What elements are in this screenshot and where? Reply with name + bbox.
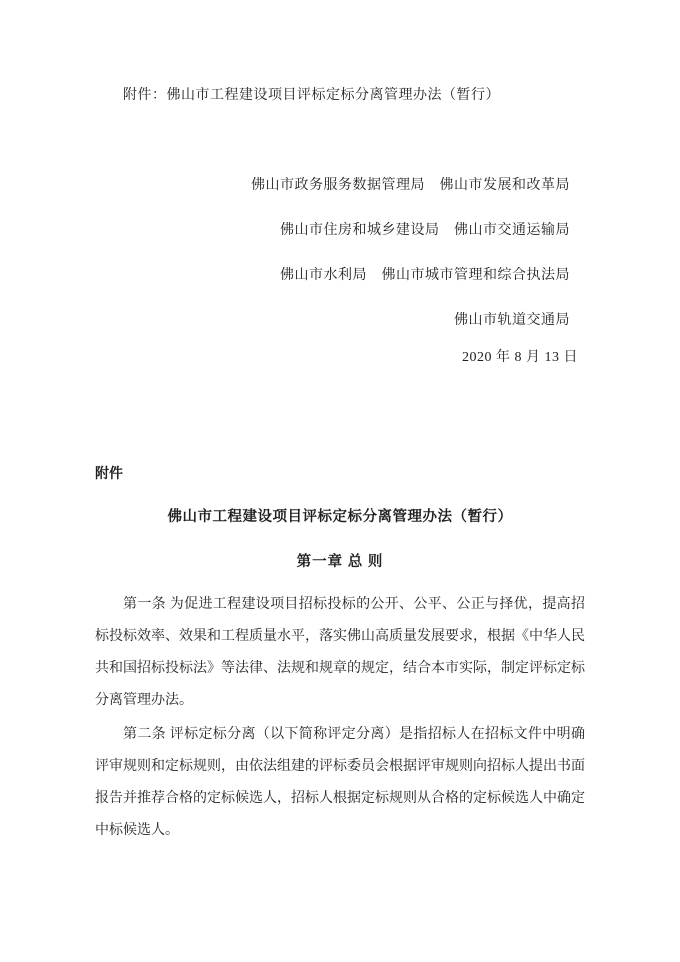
issue-date: 2020 年 8 月 13 日 <box>462 350 578 365</box>
issuer-signature-block <box>95 163 585 343</box>
document-content <box>0 86 680 847</box>
article-paragraph-1: 第一条 为促进工程建设项目招标投标的公开、公平、公正与择优，提高招标投标效率、效果和工程质量水平，落实佛山高质量发展要求，根据《中华人民共和国招标投标法》等法律、法规和规章的规定，结合本市实际，制定评标定标分离管理办法。 <box>95 597 585 708</box>
chapter-heading: 第一章 总 则 <box>296 554 384 570</box>
issuer-line: 佛山市住房和城乡建设局 佛山市交通运输局 <box>280 223 570 238</box>
document-title: 佛山市工程建设项目评标定标分离管理办法（暂行） <box>167 509 513 525</box>
attachment-reference-line: 附件：佛山市工程建设项目评标定标分离管理办法（暂行） <box>123 88 500 103</box>
issuer-line: 佛山市政务服务数据管理局 佛山市发展和改革局 <box>251 178 570 193</box>
issuer-line: 佛山市水利局 佛山市城市管理和综合执法局 <box>280 268 570 283</box>
issuer-line: 佛山市轨道交通局 <box>454 313 570 328</box>
article-paragraph-2: 第二条 评标定标分离（以下简称评定分离）是指招标人在招标文件中明确评审规则和定标规则，由依法组建的评标委员会根据评审规则向招标人提出书面报告并推荐合格的定标候选人，招标人根据定标规则从合格的定标候选人中确定中标候选人。 <box>95 727 585 838</box>
attachment-label: 附件 <box>95 467 123 482</box>
document-page <box>0 86 680 962</box>
